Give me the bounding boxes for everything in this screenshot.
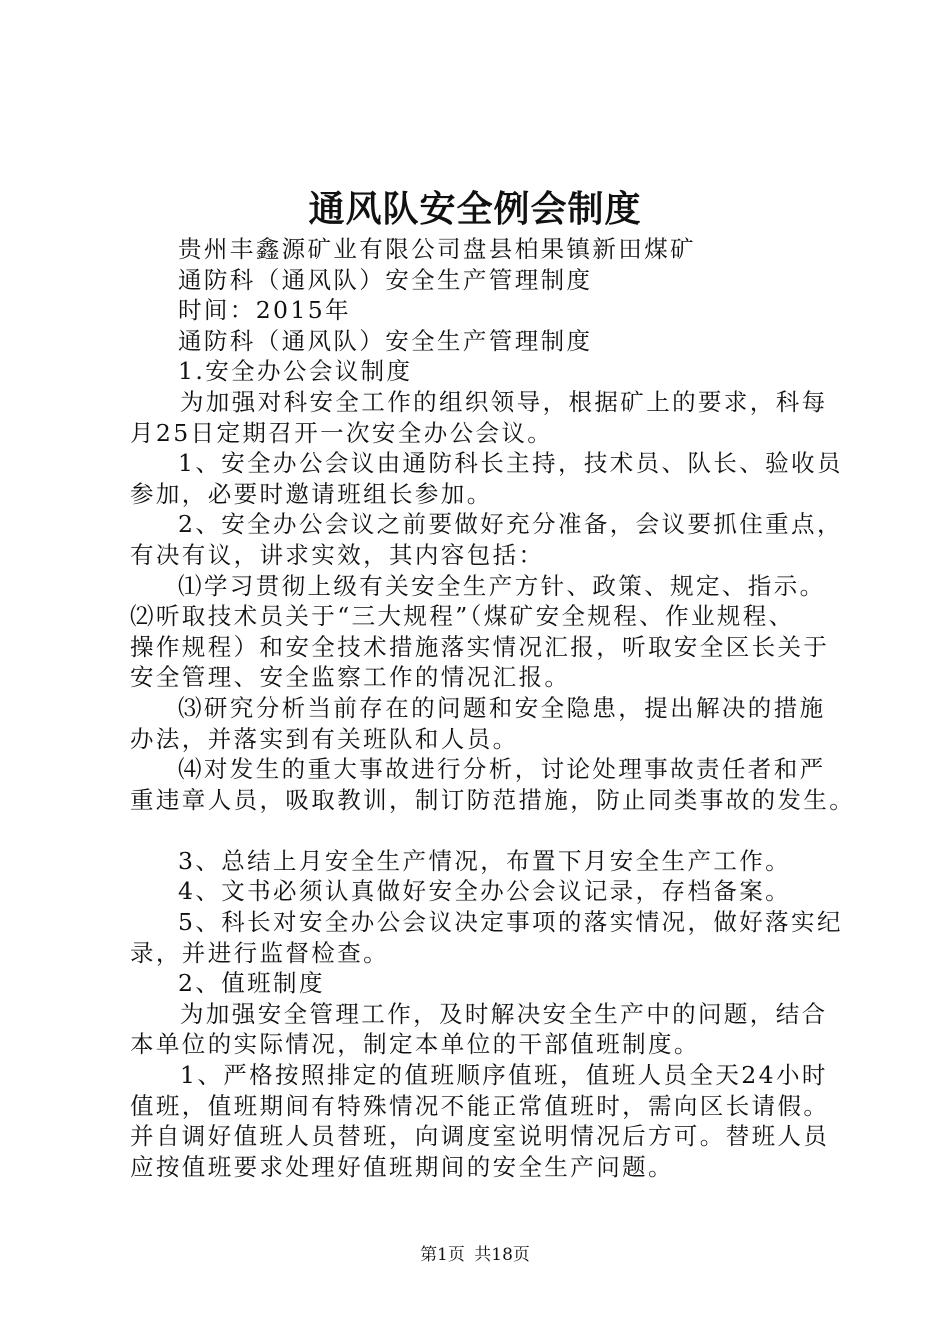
paragraph-line: ⑴学习贯彻上级有关安全生产方针、政策、规定、指示。	[178, 571, 826, 600]
paragraph-line: 4、文书必须认真做好安全办公会议记录，存档备案。	[178, 877, 792, 906]
paragraph-line: 操作规程）和安全技术措施落实情况汇报，听取安全区长关于	[130, 632, 830, 661]
paragraph-line: 2、值班制度	[178, 969, 325, 998]
paragraph-line: 1.安全办公会议制度	[178, 357, 413, 386]
paragraph-line: 并自调好值班人员替班，向调度室说明情况后方可。替班人员	[130, 1122, 830, 1151]
paragraph-line: 1、安全办公会议由通防科长主持，技术员、队长、验收员	[178, 449, 843, 478]
document-title: 通风队安全例会制度	[308, 188, 642, 230]
paragraph-line: 1、严格按照排定的值班顺序值班，值班人员全天24小时	[180, 1061, 828, 1090]
page-number: 第1页	[420, 1245, 465, 1265]
page-footer	[0, 1243, 950, 1267]
paragraph-line: 重违章人员，吸取教训，制订防范措施，防止同类事故的发生。	[130, 785, 856, 814]
paragraph-line: ⑷对发生的重大事故进行分析，讨论处理事故责任者和严	[178, 755, 826, 784]
paragraph-line: 值班，值班期间有特殊情况不能正常值班时，需向区长请假。	[130, 1091, 830, 1120]
paragraph-line: 月25日定期召开一次安全办公会议。	[130, 418, 554, 447]
document-body	[130, 234, 856, 1182]
paragraph-line: 通防科（通风队）安全生产管理制度	[178, 265, 593, 294]
paragraph-line: ⑵听取技术员关于“三大规程”（煤矿安全规程、作业规程、	[130, 602, 795, 631]
paragraph-line: ⑶研究分析当前存在的问题和安全隐患，提出解决的措施	[178, 693, 826, 722]
paragraph-line: 录，并进行监督检查。	[130, 938, 389, 967]
paragraph-line: 为加强对科安全工作的组织领导，根据矿上的要求，科每	[180, 387, 828, 416]
blank-line	[130, 815, 830, 846]
paragraph-line: 贵州丰鑫源矿业有限公司盘县柏果镇新田煤矿	[178, 235, 696, 263]
paragraph-line: 时间：2015年	[178, 296, 352, 325]
paragraph-line: 为加强安全管理工作，及时解决安全生产中的问题，结合	[180, 999, 828, 1028]
paragraph-line: 办法，并落实到有关班队和人员。	[130, 724, 519, 753]
paragraph-line: 3、总结上月安全生产情况，布置下月安全生产工作。	[178, 846, 792, 875]
paragraph-line: 应按值班要求处理好值班期间的安全生产问题。	[130, 1152, 674, 1181]
paragraph-line: 2、安全办公会议之前要做好充分准备，会议要抓住重点，	[178, 510, 843, 539]
paragraph-line: 通防科（通风队）安全生产管理制度	[178, 326, 593, 355]
paragraph-line: 安全管理、安全监察工作的情况汇报。	[130, 663, 571, 692]
paragraph-line: 本单位的实际情况，制定本单位的干部值班制度。	[130, 1030, 700, 1059]
page-total: 共18页	[474, 1245, 530, 1265]
paragraph-line: 5、科长对安全办公会议决定事项的落实情况，做好落实纪	[178, 908, 843, 937]
paragraph-line: 参加，必要时邀请班组长参加。	[130, 479, 493, 508]
paragraph-line: 有决有议，讲求实效，其内容包括：	[130, 540, 545, 569]
